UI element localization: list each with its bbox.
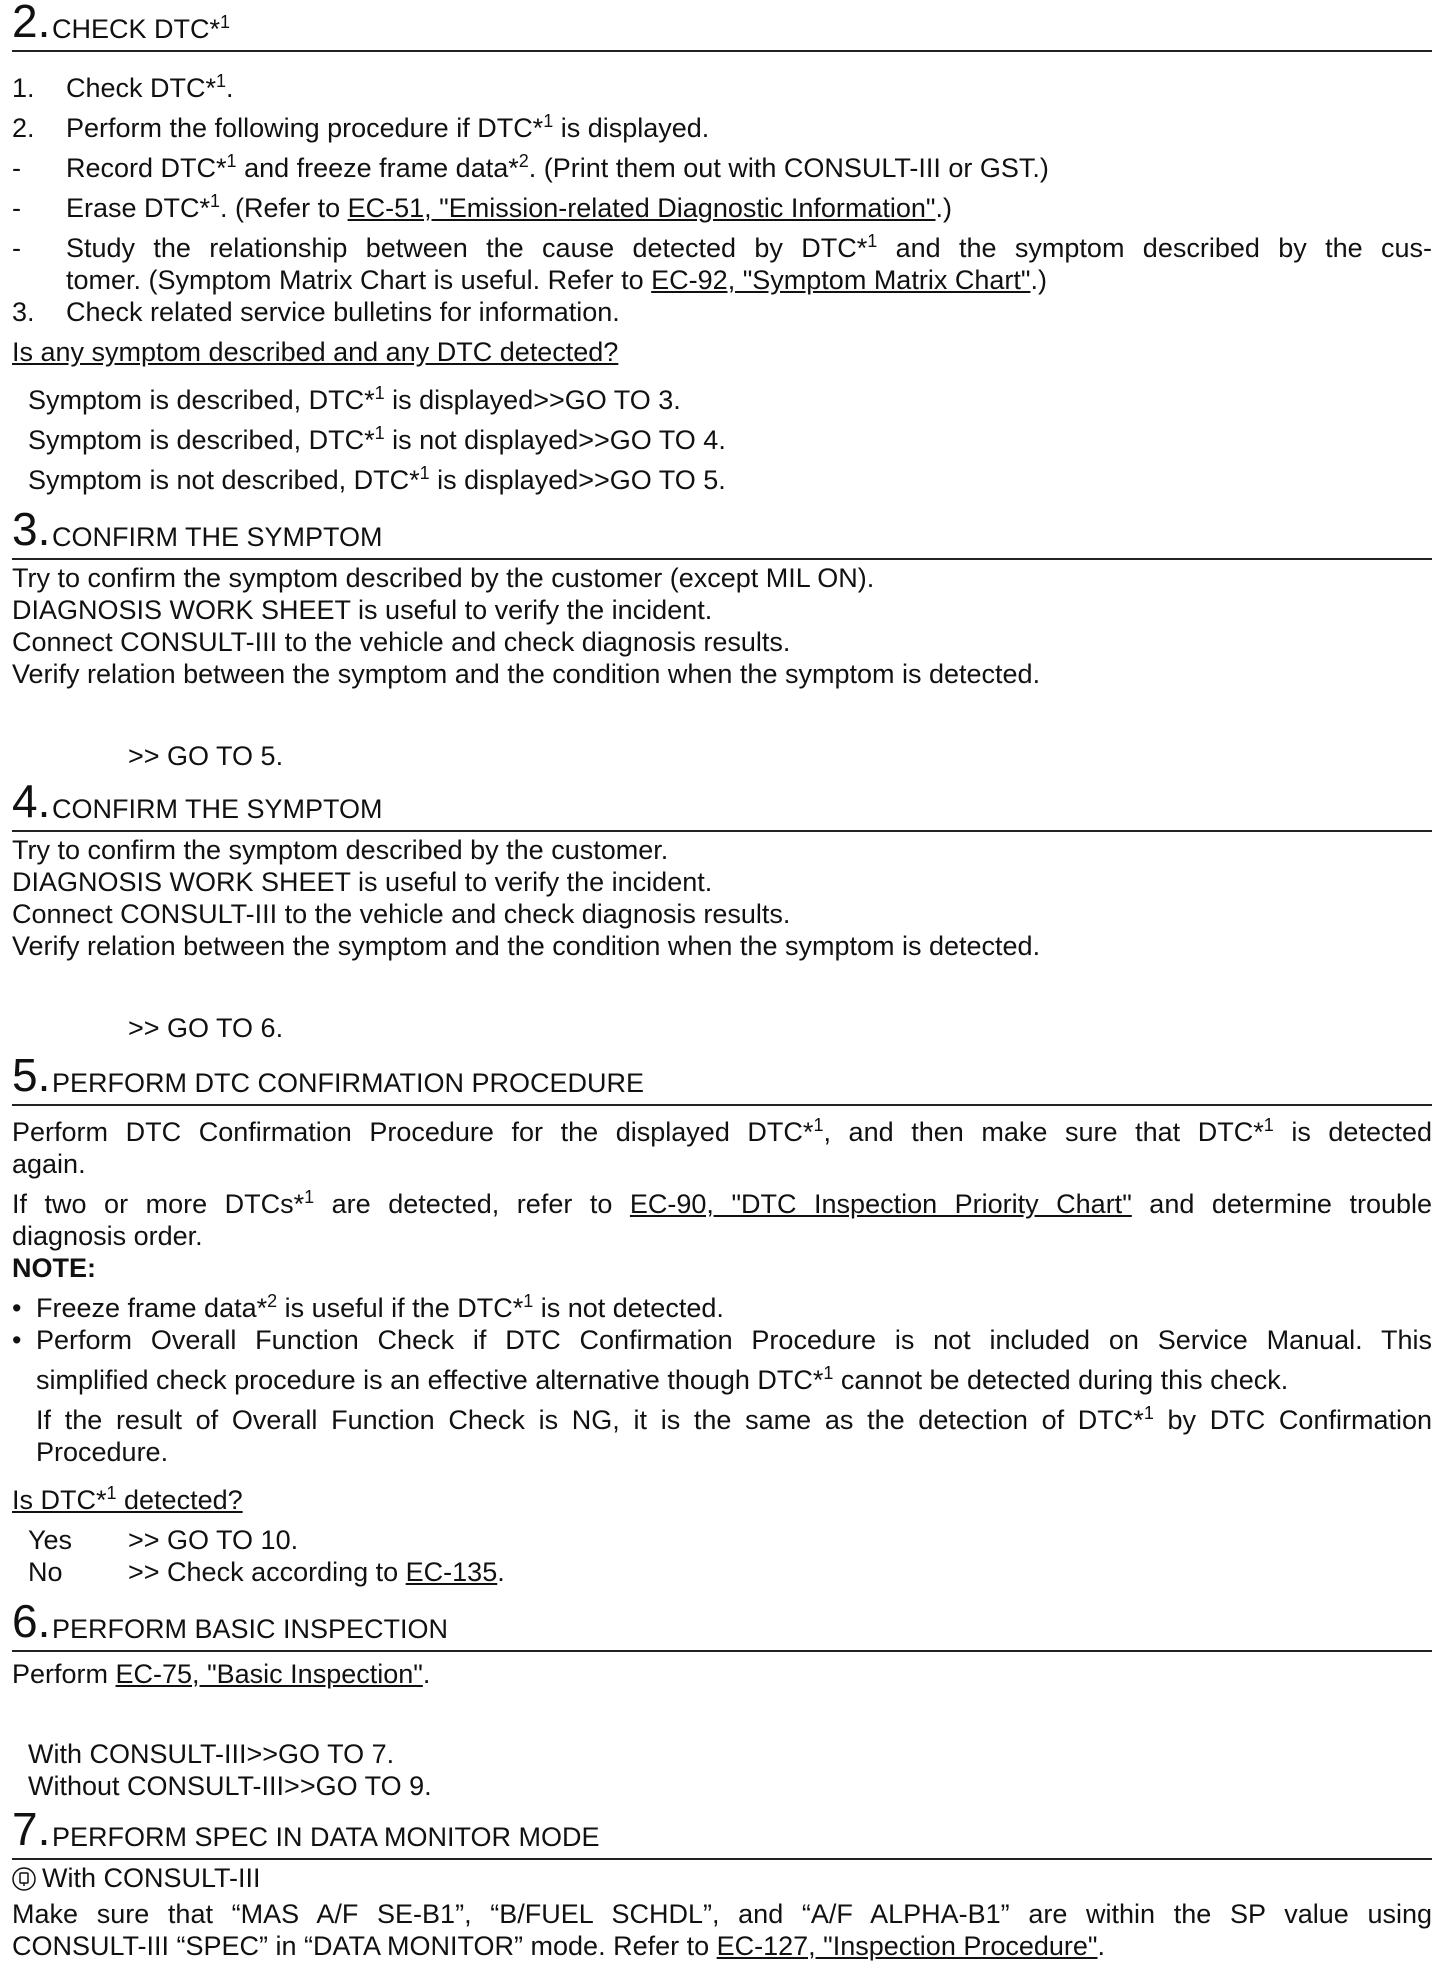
list-text: Check related service bulletins for information.	[66, 297, 620, 327]
note-heading	[12, 1252, 1432, 1284]
paragraph: Try to confirm the symptom described by the customer (except MIL ON).	[12, 563, 875, 593]
step-number: 3.	[12, 503, 51, 555]
paragraph: Make sure that “MAS A/F SE-B1”, “B/FUEL SCHDL”, and “A/F ALPHA-B1” are within the SP value using	[12, 1899, 1432, 1929]
list-text: Record DTC*$^1$ and freeze frame data*$^2$. (Print them out with CONSULT-III or GST.)	[66, 151, 1049, 183]
with-consult-line	[12, 1862, 1432, 1894]
step-7-header	[12, 1803, 1432, 1860]
answer-text: >> GO TO 10.	[128, 1525, 299, 1555]
answer-branch: With CONSULT-III>>GO TO 7.	[28, 1739, 395, 1769]
step-number: 5.	[12, 1049, 51, 1101]
step-number: 7.	[12, 1803, 51, 1855]
paragraph: Try to confirm the symptom described by the customer.	[12, 835, 669, 865]
list-text: Study the relationship between the cause detected by DTC*$^1$ and the symptom described by the cus-	[66, 231, 1432, 263]
text-run: .	[1097, 1931, 1106, 1961]
answer-branch: Symptom is described, DTC*$^1$ is displayed>>GO TO 3.	[28, 383, 681, 415]
step-number: 2.	[12, 0, 51, 47]
answer-branch: Symptom is not described, DTC*$^1$ is displayed>>GO TO 5.	[28, 463, 726, 495]
go-to: >> GO TO 5.	[128, 741, 284, 771]
paragraph	[12, 1188, 1432, 1220]
step-title: CONFIRM THE SYMPTOM	[52, 522, 383, 552]
step-number: 6.	[12, 1595, 51, 1647]
list-number: 2.	[12, 113, 35, 143]
step-6-header	[12, 1595, 1432, 1652]
answer-text	[128, 1556, 505, 1588]
bullet-text: Freeze frame data*$^2$ is useful if the DTC*$^1$ is not detected.	[36, 1291, 724, 1323]
go-to: >> GO TO 6.	[128, 1013, 284, 1043]
step-title: CONFIRM THE SYMPTOM	[52, 794, 383, 824]
step-5-header	[12, 1049, 1432, 1106]
reference-link[interactable]: EC-51, "Emission-related Diagnostic Information"	[347, 193, 936, 223]
bullet-text: Perform Overall Function Check if DTC Confirmation Procedure is not included on Service Manual. This	[36, 1325, 1432, 1355]
answer-label: Yes	[28, 1525, 73, 1555]
step-3-header	[12, 503, 1432, 560]
paragraph: again.	[12, 1149, 86, 1179]
text-run: .)	[1030, 265, 1047, 295]
answer-branch: Without CONSULT-III>>GO TO 9.	[28, 1771, 432, 1801]
list-dash: -	[12, 233, 21, 263]
paragraph: DIAGNOSIS WORK SHEET is useful to verify the incident.	[12, 595, 713, 625]
note-label: NOTE:	[12, 1253, 96, 1283]
reference-link[interactable]: EC-135	[405, 1557, 498, 1587]
consult-icon	[12, 1866, 36, 1890]
step-title: PERFORM DTC CONFIRMATION PROCEDURE	[52, 1068, 644, 1098]
paragraph: Perform DTC Confirmation Procedure for the displayed DTC*$^1$, and then make sure that DTC*$^1$ is detected	[12, 1115, 1432, 1147]
list-dash: -	[12, 153, 21, 183]
text-run: and determine trouble	[1131, 1189, 1433, 1219]
step-title: PERFORM BASIC INSPECTION	[52, 1614, 449, 1644]
bullet-text: If the result of Overall Function Check is NG, it is the same as the detection of DTC*$^1$ by DTC Confirmation	[36, 1403, 1432, 1435]
step-2-header	[12, 0, 1432, 52]
text-run: .	[497, 1557, 505, 1587]
bullet-text: simplified check procedure is an effective alternative though DTC*$^1$ cannot be detected during this check.	[36, 1363, 1289, 1395]
text-run: >> Check according to	[128, 1557, 406, 1587]
bullet-marker: •	[12, 1293, 22, 1323]
text-run: .	[422, 1659, 431, 1689]
text-run: If two or more DTCs*$^1$ are detected, refer to	[12, 1187, 630, 1219]
step-title: CHECK DTC*$^1$	[52, 12, 231, 44]
list-number: 1.	[12, 73, 35, 103]
paragraph: Verify relation between the symptom and the condition when the symptom is detected.	[12, 659, 1041, 689]
reference-link[interactable]: EC-92, "Symptom Matrix Chart"	[651, 265, 1031, 295]
step-number: 4.	[12, 775, 51, 827]
reference-link[interactable]: EC-90, "DTC Inspection Priority Chart"	[629, 1189, 1132, 1219]
text-run: tomer. (Symptom Matrix Chart is useful. Refer to	[66, 265, 652, 295]
text-run: CONSULT-III “SPEC” in “DATA MONITOR” mode. Refer to	[12, 1931, 717, 1961]
question: Is DTC*$^1$ detected?	[12, 1483, 243, 1515]
paragraph: Connect CONSULT-III to the vehicle and check diagnosis results.	[12, 627, 791, 657]
list-text: Perform the following procedure if DTC*$^1$ is displayed.	[66, 111, 710, 143]
text-run: Erase DTC*$^1$. (Refer to	[66, 191, 348, 223]
paragraph	[12, 1658, 1432, 1690]
paragraph: Connect CONSULT-III to the vehicle and check diagnosis results.	[12, 899, 791, 929]
bullet-text: Procedure.	[36, 1437, 169, 1467]
bullet-marker: •	[12, 1325, 22, 1355]
question: Is any symptom described and any DTC detected?	[12, 337, 619, 367]
paragraph: diagnosis order.	[12, 1221, 203, 1251]
step-title: PERFORM SPEC IN DATA MONITOR MODE	[52, 1822, 600, 1852]
list-dash: -	[12, 193, 21, 223]
paragraph	[12, 1930, 1432, 1962]
reference-link[interactable]: EC-127, "Inspection Procedure"	[716, 1931, 1098, 1961]
text-run: .)	[935, 193, 953, 223]
list-number: 3.	[12, 297, 35, 327]
answer-branch: Symptom is described, DTC*$^1$ is not displayed>>GO TO 4.	[28, 423, 726, 455]
list-text	[66, 264, 1432, 296]
paragraph: DIAGNOSIS WORK SHEET is useful to verify the incident.	[12, 867, 713, 897]
answer-label: No	[28, 1557, 63, 1587]
paragraph: Verify relation between the symptom and the condition when the symptom is detected.	[12, 931, 1041, 961]
step-4-header	[12, 775, 1432, 832]
with-consult-text: With CONSULT-III	[42, 1863, 261, 1893]
list-text	[66, 192, 1432, 224]
reference-link[interactable]: EC-75, "Basic Inspection"	[115, 1659, 423, 1689]
list-text: Check DTC*$^1$.	[66, 71, 234, 103]
text-run: Perform	[12, 1659, 116, 1689]
